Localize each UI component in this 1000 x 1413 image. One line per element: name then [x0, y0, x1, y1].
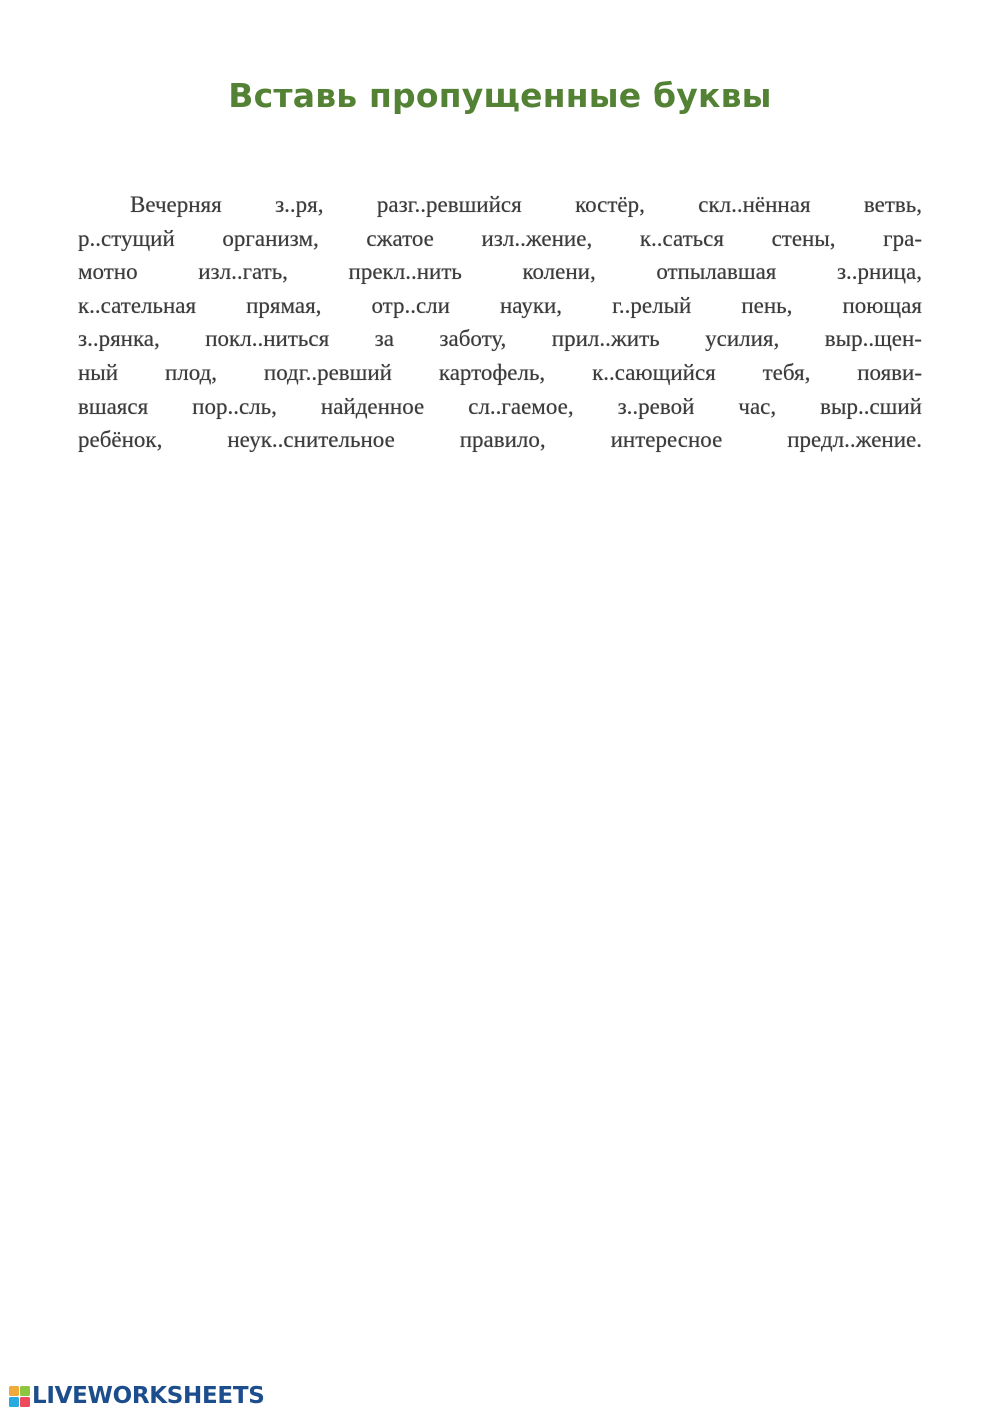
exercise-word: появи- [857, 359, 922, 385]
exercise-word: час, [738, 393, 777, 419]
exercise-word: заботу, [439, 326, 507, 352]
exercise-word: к..сающийся [592, 359, 716, 385]
exercise-word: сжатое [366, 225, 434, 251]
exercise-line [78, 356, 922, 390]
exercise-word: изл..гать, [198, 259, 288, 285]
exercise-word: правило, [459, 427, 546, 453]
liveworksheets-logo-icon [9, 1386, 30, 1407]
page-title: Вставь пропущенные буквы [228, 76, 772, 115]
exercise-word: подг..ревший [263, 359, 392, 385]
exercise-word: прекл..нить [348, 259, 462, 285]
exercise-word: найденное [320, 393, 425, 419]
exercise-word: плод, [164, 359, 218, 385]
logo-tile [20, 1397, 30, 1407]
exercise-word: покл..ниться [205, 326, 330, 352]
exercise-word: з..ревой [617, 393, 695, 419]
exercise-word: предл..жение. [787, 427, 922, 453]
exercise-line [78, 222, 922, 256]
exercise-word: за [374, 326, 394, 352]
brand-logo-text: LIVEWORKSHEETS [32, 1383, 265, 1409]
exercise-word: ребёнок, [78, 427, 163, 453]
exercise-line [78, 322, 922, 356]
exercise-word: картофель, [438, 359, 546, 385]
exercise-word: пень, [741, 292, 793, 318]
exercise-word: гра- [883, 225, 922, 251]
exercise-line [78, 255, 922, 289]
liveworksheets-brand [9, 1383, 264, 1409]
exercise-word: тебя, [762, 359, 811, 385]
exercise-word: выр..сший [820, 393, 922, 419]
exercise-word: разг..ревшийся [376, 192, 522, 217]
exercise-word: поющая [842, 292, 922, 318]
exercise-word: г..релый [612, 292, 692, 318]
exercise-word: колени, [522, 259, 596, 285]
exercise-text [78, 188, 922, 457]
exercise-line [78, 188, 922, 222]
exercise-word: вшаяся [78, 393, 149, 419]
exercise-word: костёр, [575, 192, 645, 217]
exercise-word: прямая, [246, 292, 322, 318]
exercise-word: з..рянка, [78, 326, 160, 352]
exercise-word: организм, [222, 225, 319, 251]
exercise-word: отпылавшая [656, 259, 777, 285]
exercise-word: пор..сль, [192, 393, 277, 419]
logo-tile [9, 1397, 19, 1407]
exercise-line [78, 289, 922, 323]
exercise-word: к..сательная [78, 292, 197, 318]
exercise-line [78, 423, 922, 457]
logo-tile [9, 1386, 19, 1396]
exercise-word: сл..гаемое, [468, 393, 574, 419]
exercise-word: интересное [610, 427, 723, 453]
exercise-word: выр..щен- [824, 326, 922, 352]
exercise-word: скл..нённая [698, 192, 811, 217]
exercise-word: неук..снительное [227, 427, 395, 453]
exercise-word: з..рница, [836, 259, 922, 285]
exercise-line [78, 390, 922, 424]
exercise-word: з..ря, [275, 192, 324, 217]
exercise-word: усилия, [705, 326, 780, 352]
exercise-word: р..стущий [78, 225, 175, 251]
exercise-word: ный [78, 359, 119, 385]
exercise-word: стены, [771, 225, 836, 251]
exercise-word: науки, [499, 292, 563, 318]
logo-tile [20, 1386, 30, 1396]
exercise-word: ветвь, [863, 192, 922, 217]
exercise-word: отр..сли [371, 292, 450, 318]
exercise-word: к..саться [639, 225, 724, 251]
exercise-word: изл..жение, [481, 225, 593, 251]
exercise-word: мотно [78, 259, 138, 285]
exercise-word: Вечерняя [130, 192, 222, 217]
exercise-word: прил..жить [551, 326, 660, 352]
